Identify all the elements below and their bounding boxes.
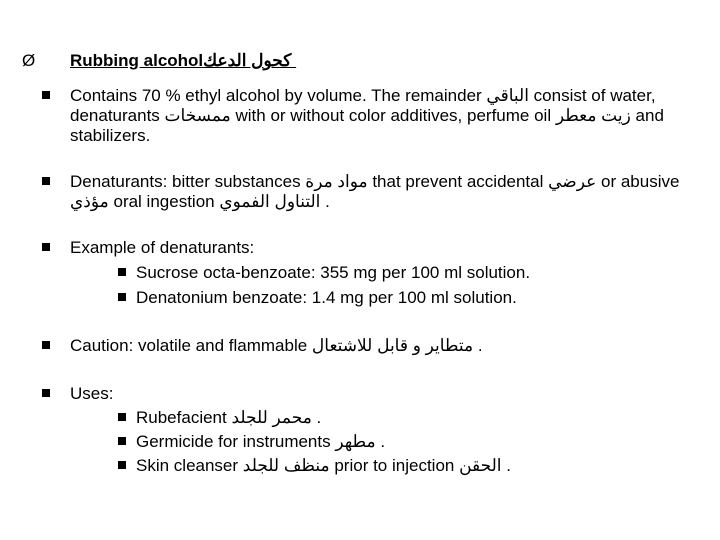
slide-title [22, 50, 296, 72]
sub-bullet-text [136, 432, 698, 452]
arabic-term: مواد مرة [305, 172, 368, 191]
sub-bullet-text [136, 456, 698, 476]
bullet-uses-heading: Uses: [70, 384, 114, 403]
text-segment: Caution: volatile and flammable [70, 336, 312, 355]
sub-bullet-text: Denatonium benzoate: 1.4 mg per 100 ml solution. [136, 288, 517, 307]
bullet-example-heading: Example of denaturants: [70, 238, 255, 257]
text-segment: Germicide for instruments [136, 432, 336, 451]
arrow-bullet-icon: Ø [22, 51, 36, 70]
text-segment: . [473, 336, 483, 355]
text-segment: oral ingestion [108, 192, 220, 211]
bullet-example [42, 238, 692, 258]
sub-bullet-text [136, 408, 698, 428]
text-segment: consist of water, denaturants [70, 86, 656, 125]
sub-bullet-sucrose [118, 263, 698, 283]
arabic-term: محمر للجلد [231, 408, 312, 427]
title-text [70, 51, 296, 70]
text-segment: . [375, 432, 386, 451]
text-segment: prior to injection [329, 456, 460, 475]
title-arabic: كحول الدعك [203, 51, 292, 70]
square-bullet-icon [118, 413, 126, 421]
arabic-term: متطاير و قابل للاشتعال [311, 336, 474, 355]
text-segment: . [311, 408, 322, 427]
text-segment: Skin cleanser [136, 456, 243, 475]
bullet-caution-text [70, 336, 692, 356]
square-bullet-icon [118, 461, 126, 469]
text-segment: or abusive [596, 172, 680, 191]
arabic-term: الباقي [486, 86, 529, 105]
square-bullet-icon [118, 437, 126, 445]
title-english: Rubbing alcohol [70, 51, 204, 70]
bullet-denaturants [42, 172, 692, 212]
arabic-term: زيت معطر [555, 106, 631, 125]
square-bullet-icon [42, 91, 50, 99]
square-bullet-icon [118, 293, 126, 301]
text-segment: that prevent accidental [367, 172, 549, 191]
bullet-caution [42, 336, 692, 356]
arabic-term: مطهر [335, 432, 376, 451]
text-segment: Contains 70 % ethyl alcohol by volume. The remainder [70, 86, 487, 105]
text-segment: . [501, 456, 511, 475]
bullet-contains [42, 86, 692, 146]
arabic-term: التناول الفموي [219, 192, 321, 211]
sub-bullet-text: Sucrose octa-benzoate: 355 mg per 100 ml solution. [136, 263, 531, 282]
text-segment: Rubefacient [136, 408, 232, 427]
sub-bullet-skin-cleanser [118, 456, 698, 476]
sub-bullet-germicide [118, 432, 698, 452]
square-bullet-icon [42, 389, 50, 397]
arabic-term: منظف للجلد [242, 456, 330, 475]
sub-bullet-rubefacient [118, 408, 698, 428]
text-segment: . [320, 192, 330, 211]
square-bullet-icon [42, 177, 50, 185]
text-segment: with or without color additives, perfume oil [230, 106, 556, 125]
square-bullet-icon [42, 243, 50, 251]
square-bullet-icon [118, 268, 126, 276]
text-segment: Denaturants: bitter substances [70, 172, 306, 191]
text-segment: and stabilizers. [70, 106, 664, 145]
bullet-denaturants-text [70, 172, 692, 212]
arabic-term: الحقن [459, 456, 502, 475]
sub-bullet-denatonium [118, 288, 698, 308]
square-bullet-icon [42, 341, 50, 349]
arabic-term: ممسخات [164, 106, 231, 125]
bullet-uses [42, 384, 692, 404]
bullet-contains-text [70, 86, 692, 146]
arabic-term: مؤذي [70, 192, 109, 211]
arabic-term: عرضي [548, 172, 597, 191]
